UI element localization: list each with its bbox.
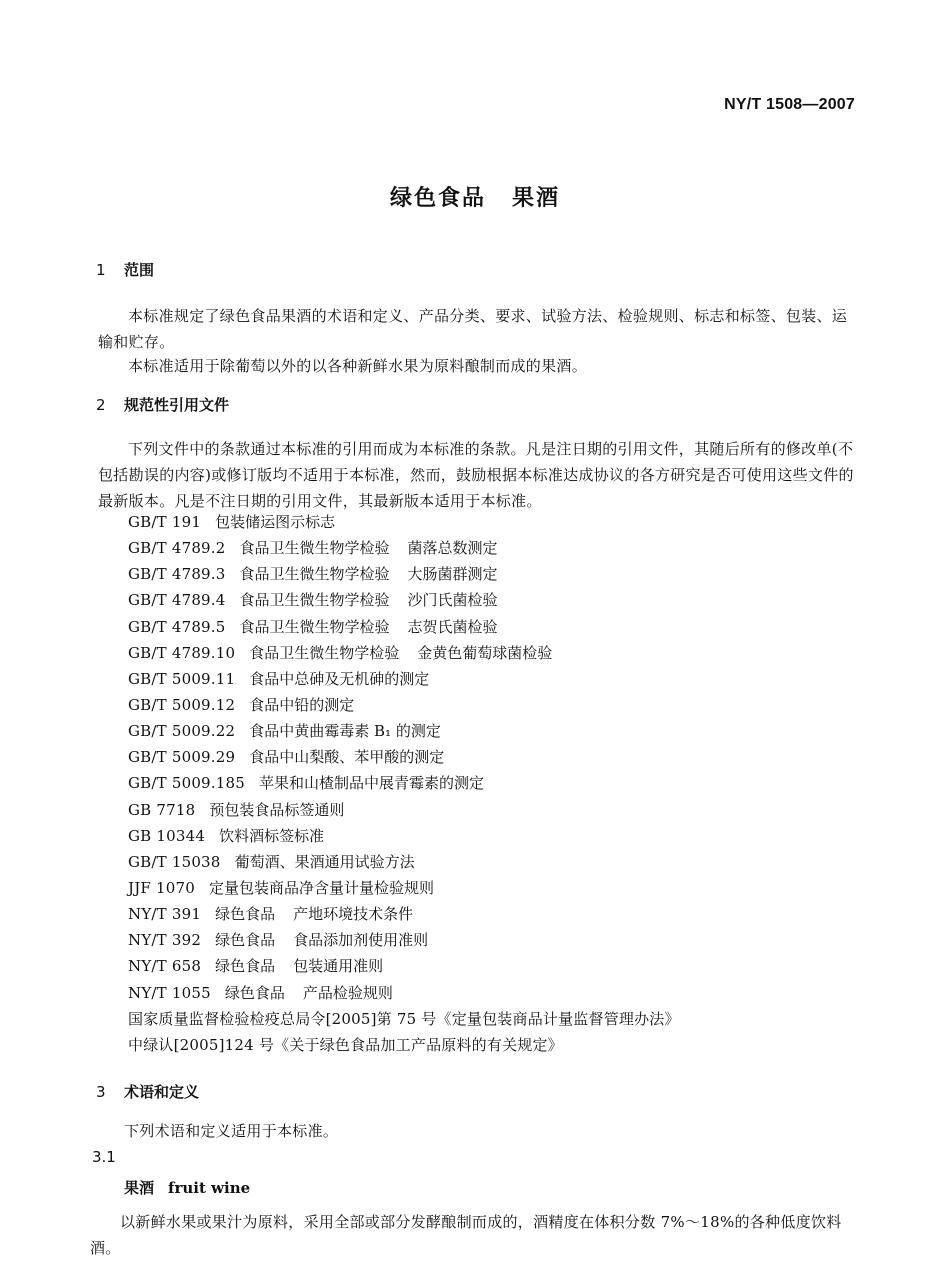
reference-title: 食品卫生微生物学检验 bbox=[239, 565, 390, 584]
section2-number: 2 bbox=[96, 396, 106, 414]
reference-subtitle: 产地环境技术条件 bbox=[293, 905, 414, 924]
standard-code: NY/T 1508—2007 bbox=[724, 96, 855, 113]
reference-code: NY/T 392 bbox=[128, 931, 202, 950]
title-part2: 果酒 bbox=[512, 186, 561, 211]
reference-item bbox=[128, 823, 680, 849]
reference-subtitle: 大肠菌群测定 bbox=[407, 565, 498, 584]
reference-code: 国家质量监督检验检疫总局令[2005]第 75 号《定量包装商品计量监督管理办法》 bbox=[128, 1009, 680, 1028]
section3-number: 3 bbox=[96, 1083, 106, 1101]
reference-title: 食品中铅的测定 bbox=[249, 695, 355, 714]
reference-code: GB/T 191 bbox=[128, 513, 202, 531]
reference-item bbox=[128, 535, 680, 561]
reference-code: GB/T 4789.3 bbox=[128, 565, 226, 584]
reference-item bbox=[128, 640, 680, 666]
reference-title: 食品中山梨酸、苯甲酸的测定 bbox=[249, 748, 445, 767]
term-definition: 以新鲜水果或果汁为原料，采用全部或部分发酵酿制而成的，酒精度在体积分数 7%～18%的各种低度饮料酒。 bbox=[90, 1213, 842, 1257]
reference-code: GB/T 5009.29 bbox=[128, 748, 236, 767]
reference-code: GB 7718 bbox=[128, 800, 196, 819]
reference-code: 中绿认[2005]124 号《关于绿色食品加工产品原料的有关规定》 bbox=[128, 1035, 563, 1054]
reference-subtitle: 包装通用准则 bbox=[293, 957, 384, 976]
section1-para2: 本标准适用于除葡萄以外的以各种新鲜水果为原料酿制而成的果酒。 bbox=[128, 357, 588, 375]
reference-title: 预包装食品标签通则 bbox=[209, 800, 345, 819]
reference-code: GB/T 5009.11 bbox=[128, 669, 236, 688]
reference-item bbox=[128, 770, 680, 796]
section2-para: 下列文件中的条款通过本标准的引用而成为本标准的条款。凡是注日期的引用文件，其随后所有的修改单(不包括勘误的内容)或修订版均不适用于本标准，然而，鼓励根据本标准达成协议的各方研究是否可使用这些文件的最新版本。凡是不注日期的引用文件，其最新版本适用于本标准。 bbox=[98, 440, 854, 510]
reference-item bbox=[128, 849, 680, 875]
reference-subtitle: 沙门氏菌检验 bbox=[407, 591, 498, 610]
reference-title: 食品卫生微生物学检验 bbox=[239, 539, 390, 558]
reference-title: 食品卫生微生物学检验 bbox=[249, 643, 400, 662]
reference-title: 绿色食品 bbox=[224, 983, 285, 1002]
reference-item bbox=[128, 614, 680, 640]
reference-subtitle: 产品检验规则 bbox=[302, 983, 393, 1002]
reference-title: 食品卫生微生物学检验 bbox=[239, 591, 390, 610]
reference-code: GB/T 15038 bbox=[128, 852, 221, 871]
reference-code: NY/T 658 bbox=[128, 957, 202, 976]
reference-subtitle: 金黄色葡萄球菌检验 bbox=[417, 643, 553, 662]
reference-code: GB/T 4789.10 bbox=[128, 643, 236, 662]
reference-item bbox=[128, 1032, 680, 1058]
term-chinese: 果酒 bbox=[124, 1179, 155, 1197]
section3-title: 术语和定义 bbox=[124, 1083, 200, 1101]
reference-title: 绿色食品 bbox=[215, 957, 276, 976]
reference-code: GB/T 5009.22 bbox=[128, 722, 236, 741]
reference-title: 葡萄酒、果酒通用试验方法 bbox=[234, 852, 415, 871]
reference-item bbox=[128, 927, 680, 953]
reference-item bbox=[128, 561, 680, 587]
section2-heading bbox=[96, 394, 229, 415]
reference-title: 绿色食品 bbox=[215, 905, 276, 924]
reference-subtitle: 志贺氏菌检验 bbox=[407, 617, 498, 636]
reference-code: NY/T 1055 bbox=[128, 983, 211, 1002]
section3-heading bbox=[96, 1081, 199, 1102]
reference-item bbox=[128, 875, 680, 901]
term-english: fruit wine bbox=[168, 1179, 251, 1197]
reference-item bbox=[128, 718, 680, 744]
reference-code: NY/T 391 bbox=[128, 905, 202, 924]
reference-subtitle: 菌落总数测定 bbox=[407, 539, 498, 558]
reference-code: GB/T 5009.185 bbox=[128, 774, 246, 793]
reference-title: 食品中总砷及无机砷的测定 bbox=[249, 669, 430, 688]
section1-title: 范围 bbox=[124, 261, 155, 279]
reference-item bbox=[128, 692, 680, 718]
section1-number: 1 bbox=[96, 261, 106, 279]
section3-para: 下列术语和定义适用于本标准。 bbox=[124, 1122, 339, 1140]
title-part1: 绿色食品 bbox=[389, 186, 486, 211]
reference-code: GB/T 4789.5 bbox=[128, 617, 226, 636]
reference-item bbox=[128, 666, 680, 692]
reference-code: JJF 1070 bbox=[128, 878, 195, 897]
reference-subtitle: 食品添加剂使用准则 bbox=[293, 931, 429, 950]
reference-title: 食品卫生微生物学检验 bbox=[239, 617, 390, 636]
term-heading bbox=[124, 1177, 250, 1198]
reference-item bbox=[128, 1006, 680, 1032]
reference-title: 绿色食品 bbox=[215, 931, 276, 950]
reference-item bbox=[128, 980, 680, 1006]
section2-title: 规范性引用文件 bbox=[124, 396, 230, 414]
reference-item bbox=[128, 744, 680, 770]
reference-code: GB/T 5009.12 bbox=[128, 695, 236, 714]
reference-item bbox=[128, 953, 680, 979]
reference-title: 饮料酒标签标准 bbox=[219, 826, 325, 845]
reference-item bbox=[128, 509, 680, 535]
reference-code: GB/T 4789.2 bbox=[128, 539, 226, 558]
document-title bbox=[0, 181, 950, 212]
reference-title: 食品中黄曲霉毒素 B₁ 的测定 bbox=[249, 722, 441, 741]
section1-para1: 本标准规定了绿色食品果酒的术语和定义、产品分类、要求、试验方法、检验规则、标志和标签、包装、运输和贮存。 bbox=[98, 307, 848, 351]
reference-item bbox=[128, 587, 680, 613]
reference-title: 定量包装商品净含量计量检验规则 bbox=[208, 878, 434, 897]
reference-item bbox=[128, 797, 680, 823]
reference-title: 苹果和山楂制品中展青霉素的测定 bbox=[259, 774, 485, 793]
section1-heading bbox=[96, 259, 154, 280]
reference-code: GB 10344 bbox=[128, 826, 206, 845]
reference-code: GB/T 4789.4 bbox=[128, 591, 226, 610]
reference-list bbox=[128, 509, 680, 1058]
reference-title: 包装储运图示标志 bbox=[215, 513, 336, 531]
subsection-number: 3.1 bbox=[92, 1148, 116, 1166]
reference-item bbox=[128, 901, 680, 927]
